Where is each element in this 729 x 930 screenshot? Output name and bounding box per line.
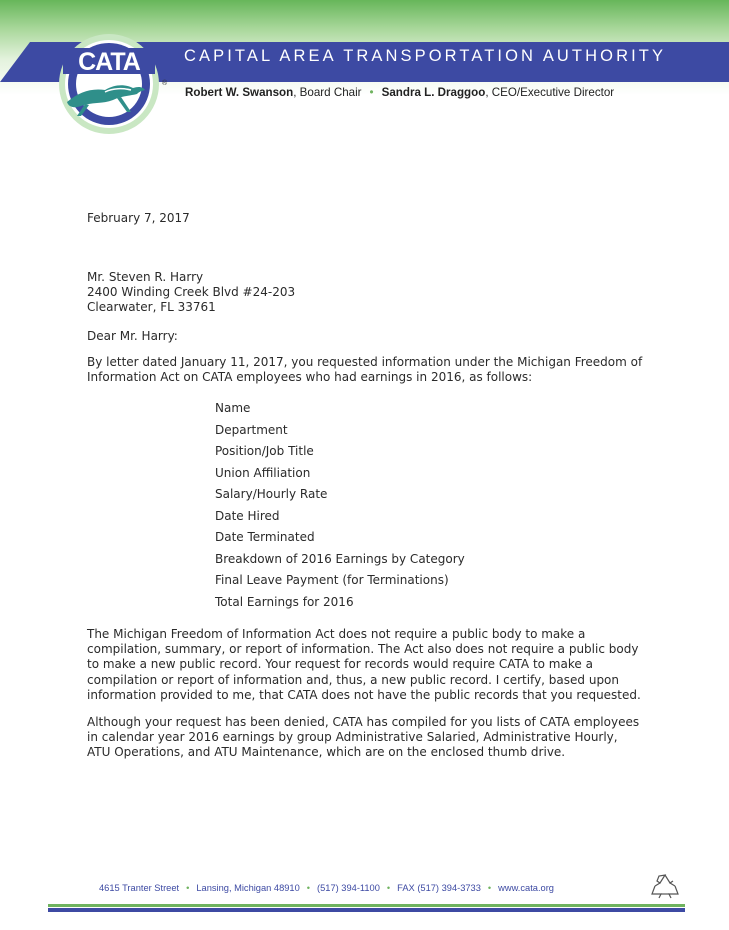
list-item: Position/Job Title — [215, 444, 314, 458]
paragraph-line: information provided to me, that CATA does not have the public records that you requested. — [87, 687, 641, 702]
foia-explanation-paragraph — [87, 627, 687, 703]
ceo-title: , CEO/Executive Director — [485, 86, 615, 99]
intro-paragraph — [87, 355, 687, 385]
recipient-name: Mr. Steven R. Harry — [87, 270, 204, 284]
footer-rule-blue — [48, 908, 685, 912]
recipient-city: Clearwater, FL 33761 — [87, 300, 216, 314]
closing-paragraph — [87, 715, 687, 761]
salutation: Dear Mr. Harry: — [87, 329, 178, 343]
organization-name: CAPITAL AREA TRANSPORTATION AUTHORITY — [184, 47, 667, 65]
list-item: Department — [215, 422, 288, 437]
list-item: Total Earnings for 2016 — [215, 594, 354, 609]
list-item: Union Affiliation — [215, 465, 311, 480]
cata-logo — [57, 30, 161, 136]
paragraph-line: compilation, summary, or report of information. The Act also does not require a public body — [87, 642, 639, 657]
list-item: Date Hired — [215, 508, 280, 523]
letter-date: February 7, 2017 — [87, 211, 190, 225]
paragraph-line: in calendar year 2016 earnings by group Administrative Salaried, Administrative Hourly, — [87, 730, 618, 745]
list-item: Breakdown of 2016 Earnings by Category — [215, 551, 465, 566]
footer-street: 4615 Tranter Street — [99, 883, 180, 893]
recycle-icon — [649, 872, 681, 902]
footer-rule-green — [48, 904, 685, 907]
footer-separator: • — [306, 883, 311, 893]
footer-separator: • — [487, 883, 492, 893]
list-item: Final Leave Payment (for Terminations) — [215, 573, 449, 587]
registered-mark: ® — [162, 80, 168, 87]
list-item: Salary/Hourly Rate — [215, 487, 328, 501]
footer-separator: • — [386, 883, 391, 893]
paragraph-line: By letter dated January 11, 2017, you requested information under the Michigan Freedom of — [87, 355, 643, 369]
paragraph-line: The Michigan Freedom of Information Act does not require a public body to make a — [87, 627, 586, 641]
paragraph-line: compilation or report of information and, thus, a new public record. I certify, based upon — [87, 672, 620, 687]
list-item: Date Terminated — [215, 530, 315, 544]
footer-address — [99, 883, 554, 893]
board-chair-name: Robert W. Swanson — [185, 86, 294, 99]
officials-line — [185, 86, 614, 99]
recipient-street: 2400 Winding Creek Blvd #24-203 — [87, 285, 296, 299]
paragraph-line: ATU Operations, and ATU Maintenance, which are on the enclosed thumb drive. — [87, 745, 566, 760]
list-item: Name — [215, 401, 251, 415]
logo-wordmark: CATA — [78, 48, 140, 76]
footer-fax: FAX (517) 394-3733 — [397, 883, 481, 893]
footer-separator: • — [186, 883, 190, 893]
paragraph-line: to make a new public record. Your request for records would require CATA to make a — [87, 657, 593, 672]
board-chair-title: , Board Chair — [293, 86, 362, 99]
requested-items-list — [215, 398, 465, 613]
paragraph-line: Information Act on CATA employees who had earnings in 2016, as follows: — [87, 370, 533, 385]
officials-separator: • — [369, 86, 374, 99]
footer-phone: (517) 394-1100 — [317, 883, 380, 893]
paragraph-line: Although your request has been denied, CATA has compiled for you lists of CATA employees — [87, 715, 640, 729]
ceo-name: Sandra L. Draggoo — [381, 86, 486, 99]
footer-city: Lansing, Michigan 48910 — [196, 883, 300, 893]
footer-website: www.cata.org — [498, 883, 554, 893]
